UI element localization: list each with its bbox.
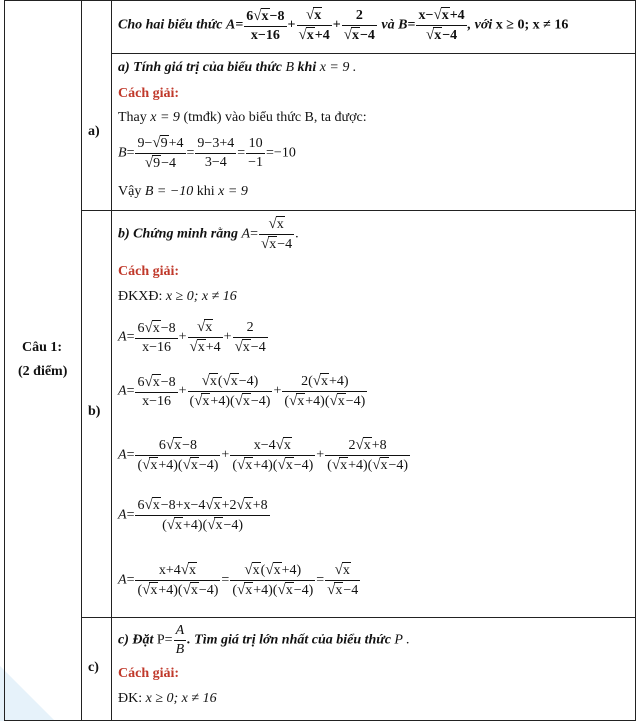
part-a-conclusion: Vậy B = −10 khi x = 9 xyxy=(118,184,248,199)
part-c-dk: ĐK: x ≥ 0; x ≠ 16 xyxy=(118,691,217,706)
question-points: (2 điểm) xyxy=(18,364,68,379)
part-c-method: Cách giải: xyxy=(118,666,180,681)
header-intro: Cho hai biểu thức xyxy=(118,17,223,33)
part-b-label: b) xyxy=(88,404,101,419)
column-divider-2 xyxy=(111,1,112,720)
row-divider-b xyxy=(81,617,635,618)
part-c-task: c) Đặt P= $\frac{A}{B}$ . Tìm giá trị lớn nhất của biểu thức P . xyxy=(118,623,410,657)
solution-table xyxy=(4,0,636,721)
part-b-line5: A= $\frac{x+4√x}{(√x+4)(√x-4)}$ = $\frac{√x(√x+4)}{(√x+4)(√x-4)}$ = $\frac{√x}{√x-4}$ xyxy=(118,562,359,598)
row-divider-header xyxy=(111,53,635,54)
part-b-task: b) Chứng minh rằng A= $\frac{√x}{√x-4}$ . xyxy=(118,216,299,252)
part-c-label: c) xyxy=(88,660,99,675)
part-b-line1: A= $\frac{6√x-8}{x-16}$ + $\frac{√x}{√x+4}$ + $\frac{2}{√x-4}$ xyxy=(118,319,266,355)
part-b-dkxd: ĐKXĐ: x ≥ 0; x ≠ 16 xyxy=(118,289,237,304)
header-statement: Cho hai biểu thức A= $\frac{6√x-8}{x-16}$ + $\frac{√x}{√x+4}$ + $\frac{2}{√x-4}$ và B= $\frac{x-√x+4}{√x-4}$ , với x ≥ 0; x ≠ 16 xyxy=(118,7,569,43)
part-a-task: a) Tính giá trị của biểu thức B khi x = 9 . xyxy=(118,60,357,75)
part-b-line4: A= $\frac{6√x-8+x-4√x+2√x+8}{(√x+4)(√x-4)}$ xyxy=(118,497,268,533)
row-divider-a xyxy=(81,210,635,211)
header-and: và xyxy=(381,17,395,33)
part-b-line3: A= $\frac{6√x-8}{(√x+4)(√x-4)}$ + $\frac{x-4√x}{(√x+4)(√x-4)}$ + $\frac{2√x+8}{(√x+4)(√x-4)}$ xyxy=(118,437,409,473)
part-a-method: Cách giải: xyxy=(118,86,180,101)
part-b-method: Cách giải: xyxy=(118,264,180,279)
column-divider-1 xyxy=(81,1,82,720)
part-b-line2: A= $\frac{6√x-8}{x-16}$ + $\frac{√x(√x-4)}{(√x+4)(√x-4)}$ + $\frac{2(√x+4)}{(√x+4)(√x-4)}$ xyxy=(118,373,366,409)
header-cond: , với xyxy=(467,17,493,33)
part-a-step1: Thay x = 9 (tmđk) vào biểu thức B, ta được: xyxy=(118,110,367,125)
question-label: Câu 1: xyxy=(22,340,63,355)
part-a-label: a) xyxy=(88,124,100,139)
part-a-calculation: B= $\frac{9-√9+4}{√9-4}$ = $\frac{9-3+4}{3-4}$ = $\frac{10}{-1}$ =−10 xyxy=(118,135,296,171)
header-cond-math: x ≥ 0; x ≠ 16 xyxy=(495,17,569,33)
